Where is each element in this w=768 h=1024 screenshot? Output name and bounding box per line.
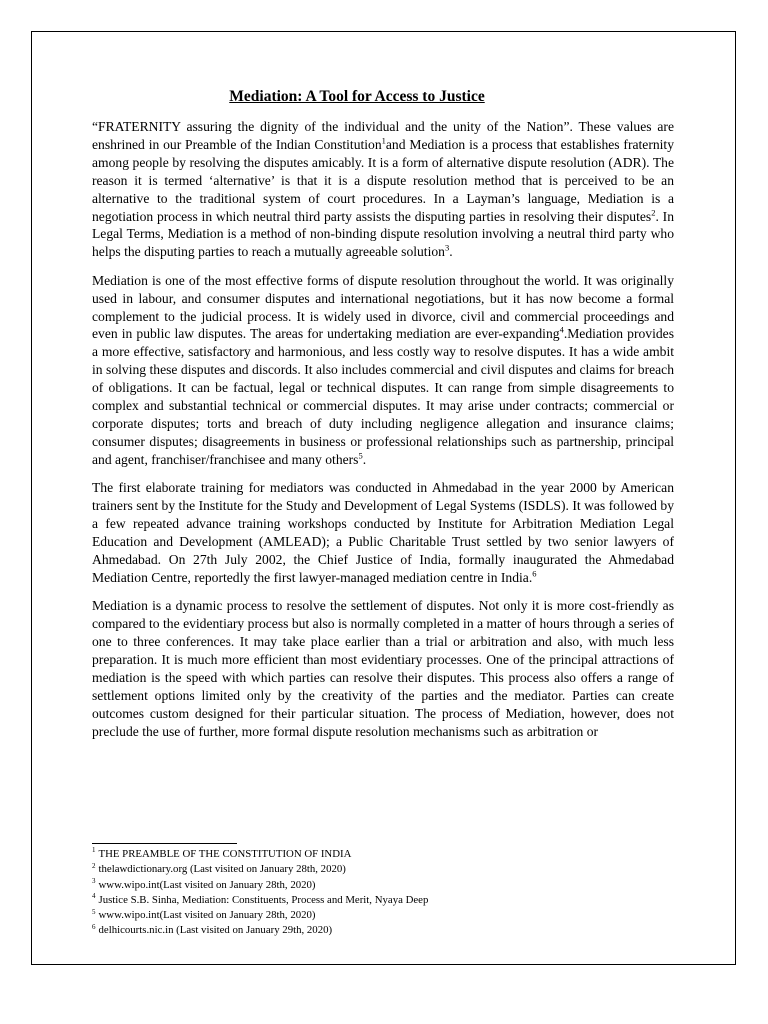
footnote-number: 2 [92, 861, 96, 870]
footnote-4 [92, 893, 652, 908]
footnote-text: THE PREAMBLE OF THE CONSTITUTION OF INDIA [98, 848, 352, 860]
footnote-number: 5 [92, 907, 96, 916]
footnote-2 [92, 862, 652, 877]
footnote-reference: 5 [358, 450, 363, 461]
footnote-reference: 2 [651, 207, 656, 217]
footnote-separator [92, 843, 237, 844]
footnote-text: www.wipo.int(Last visited on January 28th, 2020) [98, 878, 316, 891]
footnote-reference: 6 [532, 568, 537, 579]
footnote-reference: 3 [444, 242, 450, 253]
footnote-number: 1 [92, 846, 96, 855]
footnote-5 [92, 908, 652, 923]
paragraph-text: . [362, 451, 367, 467]
document-body [92, 118, 674, 751]
footnote-reference: 1 [381, 135, 386, 146]
paragraph-text: and Mediation is a process that establishes fraternity among people by resolving the disputes amicably. It is a form of alternative dispute resolution (ADR). The reason it is termed ‘alternative’ is that it is a dispute resolution method that is perceived to be an alternative to the traditional system of court procedures. In a Layman’s language, Mediation is a negotiation process in which neutral third party assists the disputing parties in resolving their disputes [92, 136, 674, 224]
footnote-number: 4 [92, 892, 96, 901]
footnote-text: thelawdictionary.org (Last visited on January 28th, 2020) [98, 863, 346, 876]
paragraph-text: Mediation is a dynamic process to resolve the settlement of disputes. Not only it is more cost-friendly as compared to the evidentiary process but also is normally completed in a matter of hours through a series of one to three conferences. It may take place earlier than a trial or arbitration and also, with much less preparation. It is much more efficient than most evidentiary processes. One of the principal attractions of mediation is the speed with which parties can resolve their disputes. This process also offers a range of settlement options limited only by the creativity of the parties and the mediator. Parties can create outcomes custom designed for their particular situation. The process of Mediation, however, does not preclude the use of further, more formal dispute resolution mechanisms such as arbitration or [92, 598, 674, 739]
paragraph-text: Mediation is one of the most effective forms of dispute resolution throughout the world. It was originally used in labour, and consumer disputes and international negotiations, but it has now become a formal complement to the judicial process. It is widely used in divorce, civil and commercial proceedings and even in public law disputes. The areas for undertaking mediation are ever-expanding [92, 272, 674, 342]
paragraph-text: The first elaborate training for mediators was conducted in Ahmedabad in the year 2000 by American trainers sent by the Institute for the Study and Development of Legal Systems (ISDLS). It was followed by a few repeated advance training workshops conducted by Institute for Arbitration Mediation Legal Education and Development (AMLEAD); a Public Charitable Trust settled by two senior lawyers of Ahmedabad. On 27th July 2002, the Chief Justice of India, formally inaugurated the Ahmedabad Mediation Centre, reportedly the first lawyer-managed mediation centre in India. [92, 480, 674, 585]
document-title: Mediation: A Tool for Access to Justice [229, 88, 485, 105]
footnote-6 [92, 923, 652, 938]
paragraph-3 [92, 479, 674, 586]
footnotes [92, 847, 652, 939]
paragraph-text: “FRATERNITY assuring the dignity of the individual and the unity of the Nation”. These values are enshrined in our Preamble of the Indian Constitution [92, 119, 674, 152]
footnote-number: 6 [92, 922, 96, 931]
paragraph-text: . In Legal Terms, Mediation is a method of non-binding dispute resolution involving a neutral third party who helps the disputing parties to reach a mutually agreeable solution [92, 208, 674, 260]
footnote-text: www.wipo.int(Last visited on January 28th, 2020) [98, 909, 316, 922]
paragraph-1 [92, 118, 674, 261]
footnote-1 [92, 847, 652, 862]
paragraph-text: .Mediation provides a more effective, satisfactory and harmonious, and less costly way to resolve disputes. It has a wide ambit in solving these disputes and discords. It also includes commercial and civil disputes and claims for breach of obligations. It can be factual, legal or technical disputes. It can range from simple disagreements to complex and substantial technical or commercial disputes. It may arise under contracts; commercial or corporate disputes; torts and breach of duty including negligence allegation and insurance claims; consumer disputes; disagreements in business or professional relationships such as partnership, principal and agent, franchiser/franchisee and many others [92, 326, 674, 467]
footnote-number: 3 [92, 877, 96, 885]
footnote-text: delhicourts.nic.in (Last visited on January 29th, 2020) [98, 924, 333, 937]
footnote-3 [92, 878, 652, 893]
paragraph-text: . [449, 244, 453, 260]
footnote-text: Justice S.B. Sinha, Mediation: Constituents, Process and Merit, Nyaya Deep [98, 893, 429, 906]
paragraph-2 [92, 272, 674, 469]
paragraph-4 [92, 597, 674, 740]
footnote-reference: 4 [559, 324, 564, 335]
